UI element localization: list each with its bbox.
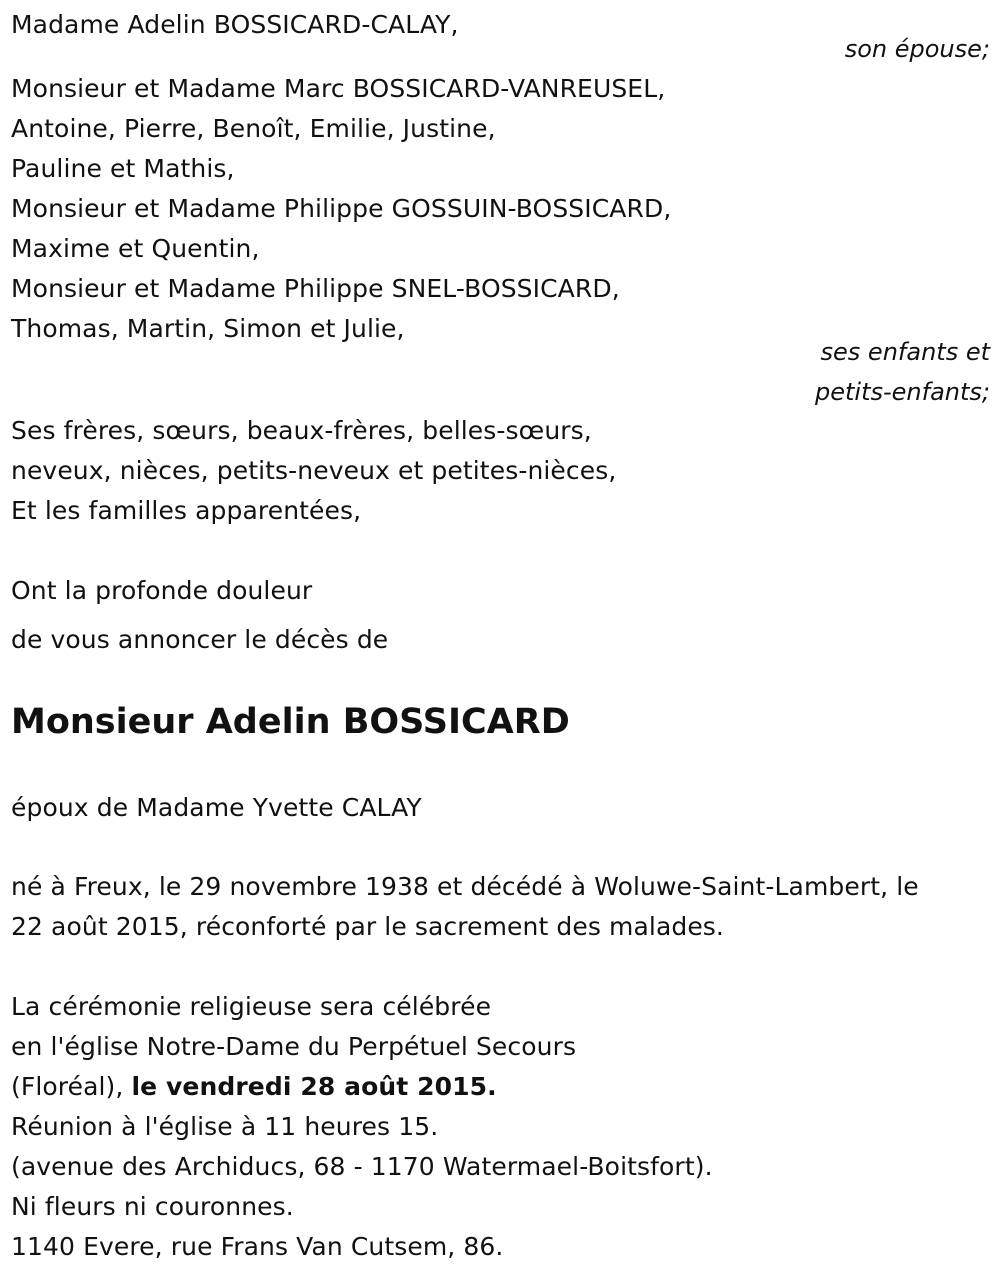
ceremony-line-3 (11, 1071, 497, 1103)
ceremony-line-2: en l'église Notre-Dame du Perpétuel Secours (11, 1032, 577, 1061)
birth-line-1: né à Freux, le 29 novembre 1938 et décédé à Woluwe-Saint-Lambert, le (11, 872, 919, 901)
announce-line-1: Ont la profonde douleur (11, 576, 313, 605)
children-line-2: Antoine, Pierre, Benoît, Emilie, Justine, (11, 114, 496, 143)
ceremony-line-6: Ni fleurs ni couronnes. (11, 1192, 294, 1221)
spouse-line: époux de Madame Yvette CALAY (11, 793, 422, 822)
children-line-7: Thomas, Martin, Simon et Julie, (11, 314, 405, 343)
wife-line: Madame Adelin BOSSICARD-CALAY, (11, 10, 459, 39)
children-line-6: Monsieur et Madame Philippe SNEL-BOSSICARD, (11, 274, 620, 303)
ceremony-place-suffix: (Floréal), (11, 1072, 132, 1101)
children-line-5: Maxime et Quentin, (11, 234, 260, 263)
children-role-1: ses enfants et (820, 338, 990, 366)
children-line-4: Monsieur et Madame Philippe GOSSUIN-BOSSICARD, (11, 194, 672, 223)
deceased-name: Monsieur Adelin BOSSICARD (11, 702, 570, 742)
address-line: 1140 Evere, rue Frans Van Cutsem, 86. (11, 1232, 504, 1261)
family-line-3: Et les familles apparentées, (11, 496, 362, 525)
birth-line-2: 22 août 2015, réconforté par le sacrement des malades. (11, 912, 724, 941)
family-line-1: Ses frères, sœurs, beaux-frères, belles-sœurs, (11, 416, 592, 445)
ceremony-line-5: (avenue des Archiducs, 68 - 1170 Watermael-Boitsfort). (11, 1152, 713, 1181)
children-line-3: Pauline et Mathis, (11, 154, 235, 183)
ceremony-line-4: Réunion à l'église à 11 heures 15. (11, 1112, 439, 1141)
ceremony-line-1: La cérémonie religieuse sera célébrée (11, 992, 492, 1021)
children-role-2: petits-enfants; (815, 378, 990, 406)
ceremony-date: le vendredi 28 août 2015. (131, 1072, 497, 1101)
children-line-1: Monsieur et Madame Marc BOSSICARD-VANREUSEL, (11, 74, 666, 103)
family-line-2: neveux, nièces, petits-neveux et petites-nièces, (11, 456, 617, 485)
announce-line-2: de vous annoncer le décès de (11, 625, 389, 654)
wife-role: son épouse; (844, 35, 990, 63)
